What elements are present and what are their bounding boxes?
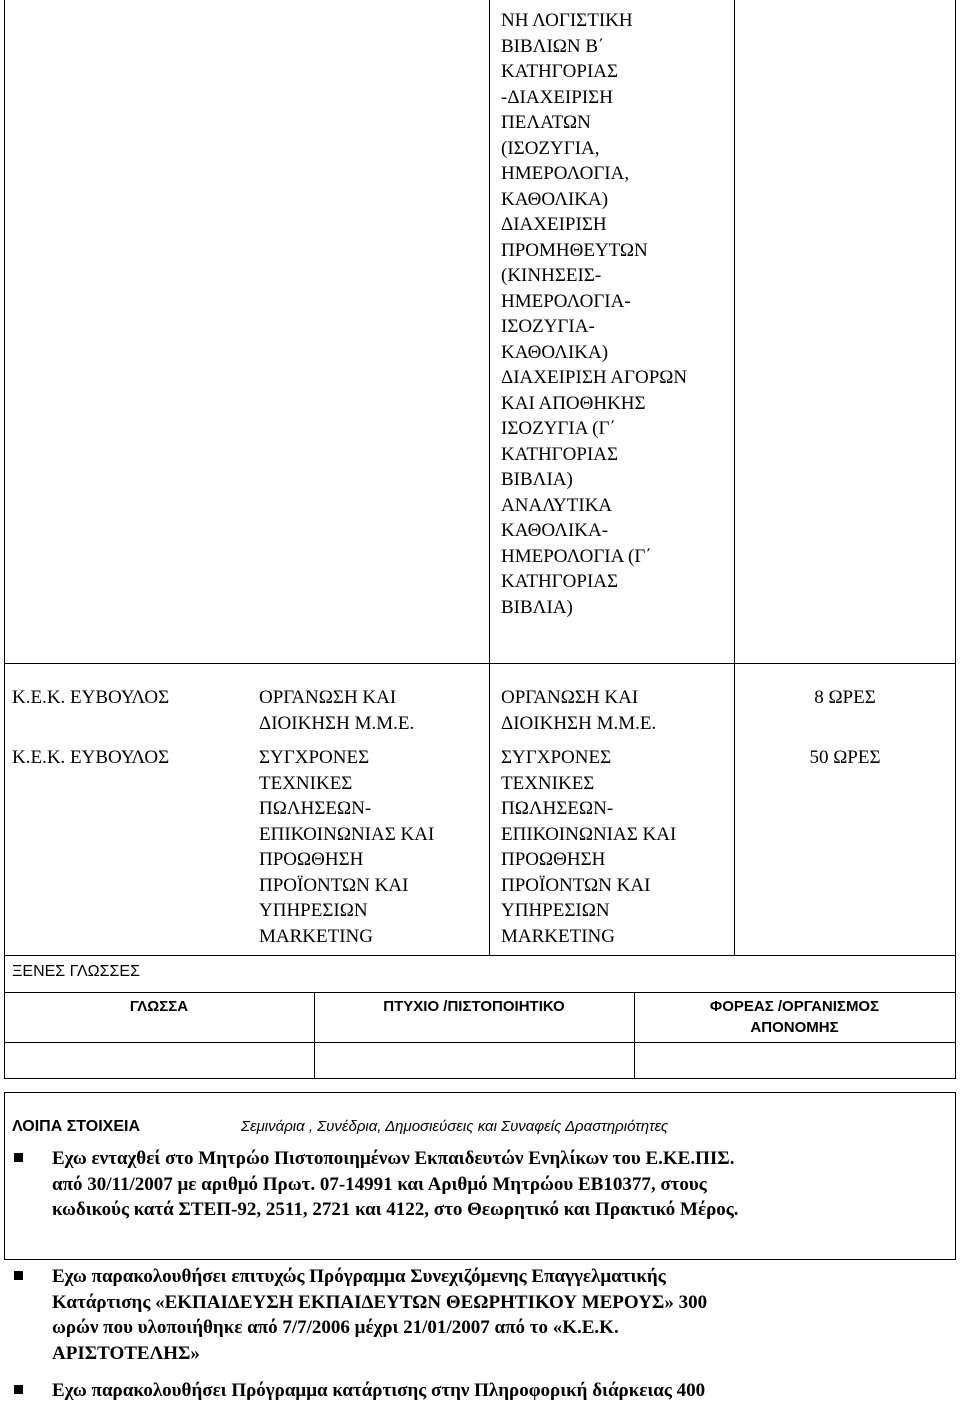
row2-topic	[501, 745, 676, 949]
text-line: ΟΡΓΑΝΩΣΗ ΚΑΙ	[501, 687, 639, 708]
bullet-square-icon	[14, 1153, 23, 1162]
row-divider-top	[4, 663, 956, 664]
row1-provider: Κ.Ε.Κ. ΕΥΒΟΥΛΟΣ	[12, 687, 170, 708]
text-line: ωρών που υλοποιήθηκε από 7/7/2006 μέχρι 21/01/2007 από το «Κ.Ε.Κ.	[52, 1317, 619, 1338]
text-line: ΗΜΕΡΟΛΟΓΙΑ (Γ΄	[501, 545, 652, 567]
row-divider-lang-bottom	[4, 1078, 956, 1079]
text-line: ΑΝΑΛΥΤΙΚΑ	[501, 494, 613, 516]
text-line: ΚΑΤΗΓΟΡΙΑΣ	[501, 571, 619, 592]
text-line: (ΚΙΝΗΣΕΙΣ-	[501, 265, 602, 286]
box-other-left	[4, 1092, 5, 1260]
text-line: από 30/11/2007 με αριθμό Πρωτ. 07-14991 και Αριθμό Μητρώου ΕΒ10377, στους	[52, 1173, 707, 1195]
text-line: -ΔΙΑΧΕΙΡΙΣΗ	[501, 86, 613, 108]
text-line: ΠΡΟΜΗΘΕΥΤΩΝ	[501, 239, 648, 261]
text-line: κωδικούς κατά ΣΤΕΠ-92, 2511, 2721 και 4122, στο Θεωρητικό και Πρακτικό Μέρος.	[52, 1199, 739, 1220]
text-line: ΠΡΟΩΘΗΣΗ	[259, 849, 364, 870]
row1-hours: 8 ΩΡΕΣ	[814, 687, 876, 708]
row-divider-lang-header	[4, 992, 956, 993]
row1-subject	[259, 685, 414, 736]
languages-title: ΞΕΝΕΣ ΓΛΩΣΣΕΣ	[12, 963, 140, 980]
text-line: MARKETING	[259, 925, 373, 947]
text-line: ΣΥΓΧΡΟΝΕΣ	[501, 747, 612, 768]
row2-subject	[259, 745, 434, 949]
text-line: ΑΡΙΣΤΟΤΕΛΗΣ»	[52, 1342, 200, 1364]
col-divider-4	[734, 0, 735, 955]
col-issuer-header: ΦΟΡΕΑΣ /ΟΡΓΑΝΙΣΜΟΣ ΑΠΟΝΟΜΗΣ	[709, 998, 880, 1036]
text-line: ΣΥΓΧΡΟΝΕΣ	[259, 747, 370, 768]
row2-provider: Κ.Ε.Κ. ΕΥΒΟΥΛΟΣ	[12, 747, 170, 768]
text-line: ΠΩΛΗΣΕΩΝ-	[501, 798, 614, 819]
text-line: ΕΠΙΚΟΙΝΩΝΙΑΣ ΚΑΙ	[259, 823, 435, 845]
bullet-paragraph-3	[52, 1378, 705, 1404]
bullet-square-icon	[14, 1271, 23, 1280]
bullet-square-icon	[14, 1385, 23, 1394]
text-line: ΗΜΕΡΟΛΟΓΙΑ,	[501, 163, 630, 184]
text-line: Εχω παρακολουθήσει επιτυχώς Πρόγραμμα Συνεχιζόμενης Επαγγελματικής	[52, 1266, 666, 1287]
text-line: ΒΙΒΛΙΑ)	[501, 596, 573, 618]
text-line: ΠΡΟΪΟΝΤΩΝ ΚΑΙ	[259, 874, 409, 896]
text-line: ΠΡΟΩΘΗΣΗ	[501, 849, 606, 870]
other-title: ΛΟΙΠΑ ΣΤΟΙΧΕΙΑ	[12, 1118, 141, 1135]
text-line: ΤΕΧΝΙΚΕΣ	[501, 772, 595, 794]
text-line: ΚΑΘΟΛΙΚΑ)	[501, 341, 609, 363]
row1-topic	[501, 685, 656, 736]
box-other-top	[4, 1092, 956, 1093]
text-line: ΙΣΟΖΥΓΙΑ-	[501, 316, 595, 337]
text-line: ΚΑΙ ΑΠΟΘΗΚΗΣ	[501, 392, 646, 414]
text-line: Εχω παρακολουθήσει Πρόγραμμα κατάρτισης στην Πληροφορική διάρκειας 400	[52, 1380, 706, 1401]
table-border-left	[4, 0, 5, 1079]
text-line: ΟΡΓΑΝΩΣΗ ΚΑΙ	[259, 687, 397, 708]
text-line: ΒΙΒΛΙΑ)	[501, 469, 573, 490]
text-line: Κατάρτισης «ΕΚΠΑΙΔΕΥΣΗ ΕΚΠΑΙΔΕΥΤΩΝ ΘΕΩΡΗΤΙΚΟΥ ΜΕΡΟΥΣ» 300	[52, 1291, 708, 1313]
table-border-right	[955, 0, 956, 1079]
text-line: ΝΗ ΛΟΓΙΣΤΙΚΗ	[501, 10, 633, 31]
training-description-cell	[501, 8, 687, 620]
row-divider-languages	[4, 955, 956, 956]
col-degree-header: ΠΤΥΧΙΟ /ΠΙΣΤΟΠΟΙΗΤΙΚΟ	[383, 998, 565, 1015]
text-line: ΔΙΑΧΕΙΡΙΣΗ ΑΓΟΡΩΝ	[501, 367, 688, 388]
other-subtitle: Σεμινάρια , Συνέδρια, Δημοσιεύσεις και Συναφείς Δραστηριότητες	[241, 1118, 669, 1135]
col-divider-3	[489, 0, 490, 955]
text-line: Εχω ενταχθεί στο Μητρώο Πιστοποιημένων Εκπαιδευτών Ενηλίκων του Ε.ΚΕ.ΠΙΣ.	[52, 1148, 735, 1169]
text-line: ΔΙΟΙΚΗΣΗ Μ.Μ.Ε.	[501, 712, 657, 734]
text-line: ΕΠΙΚΟΙΝΩΝΙΑΣ ΚΑΙ	[501, 823, 677, 845]
text-line: ΠΡΟΪΟΝΤΩΝ ΚΑΙ	[501, 874, 651, 896]
box-other-right	[955, 1092, 956, 1260]
text-line: ΙΣΟΖΥΓΙΑ (Γ΄	[501, 418, 616, 439]
text-line: ΔΙΟΙΚΗΣΗ Μ.Μ.Ε.	[259, 712, 415, 734]
box-other-bottom	[4, 1259, 956, 1260]
text-line: ΒΙΒΛΙΩΝ Β΄	[501, 35, 605, 57]
col-language-header: ΓΛΩΣΣΑ	[129, 998, 189, 1015]
text-line: ΚΑΘΟΛΙΚΑ-	[501, 520, 609, 541]
text-line: ΚΑΘΟΛΙΚΑ)	[501, 188, 609, 210]
bullet-paragraph-2	[52, 1264, 707, 1366]
row2-hours: 50 ΩΡΕΣ	[809, 747, 881, 768]
text-line: ΥΠΗΡΕΣΙΩΝ	[259, 900, 368, 921]
text-line: (ΙΣΟΖΥΓΙΑ,	[501, 137, 600, 159]
text-line: ΔΙΑΧΕΙΡΙΣΗ	[501, 214, 607, 235]
text-line: ΥΠΗΡΕΣΙΩΝ	[501, 900, 610, 921]
text-line: ΗΜΕΡΟΛΟΓΙΑ-	[501, 290, 631, 312]
bullet-paragraph-1	[52, 1146, 739, 1223]
text-line: ΠΕΛΑΤΩΝ	[501, 112, 591, 133]
text-line: ΤΕΧΝΙΚΕΣ	[259, 772, 353, 794]
text-line: ΠΩΛΗΣΕΩΝ-	[259, 798, 372, 819]
text-line: MARKETING	[501, 925, 615, 947]
text-line: ΚΑΤΗΓΟΡΙΑΣ	[501, 61, 619, 82]
row-divider-lang-header-bottom	[4, 1042, 956, 1043]
text-line: ΚΑΤΗΓΟΡΙΑΣ	[501, 443, 619, 465]
